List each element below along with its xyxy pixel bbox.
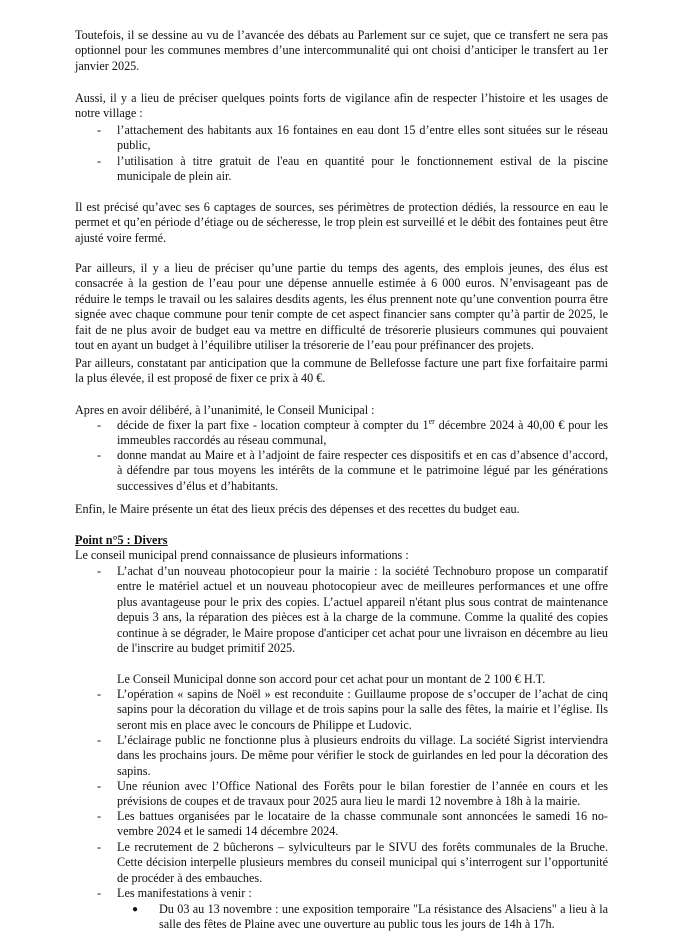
list-item-text: L’éclairage public ne fonctionne plus à plusieurs endroits du village. La société Sigrist interviendra dans les prochains jours. De même pour vérifier le stock de guirlandes en led pour la décoration des sapins. bbox=[117, 733, 608, 778]
paragraph-informations: Le conseil municipal prend connaissance de plusieurs informations : bbox=[75, 548, 409, 562]
paragraph-vigilance-intro: Aussi, il y a lieu de préciser quelques points forts de vigilance afin de respecter l’histoire et les usages de notre village : bbox=[75, 91, 608, 121]
list-item-text: Le recrutement de 2 bûcherons – sylviculteurs par le SIVU des forêts communales de la Bruche. Cette décision interpelle plusieurs membres du conseil municipal qui s’interrogent sur l’opportunité de procéder à des embauches. bbox=[117, 840, 608, 885]
paragraph-etat-des-lieux: Enfin, le Maire présente un état des lieux précis des dépenses et des recettes du budget eau. bbox=[75, 502, 520, 516]
paragraph-deliberation: Apres en avoir délibéré, à l’unanimité, le Conseil Municipal : bbox=[75, 403, 375, 417]
list-item-text: L’achat d’un nouveau photocopieur pour la mairie : la société Technoburo propose un comparatif entre le matériel actuel et un nouveau photocopieur avec de meilleures performances et une offre plus avantageuse pour le prix des copies. L’actuel appareil n'étant plus sous contrat de maintenance depuis 3 ans, la réparation des pièces est à la charge de la commune. Comme la qualité des copies continue à se dégrader, le Maire propose d'anticiper cet achat pour une livraison en décembre au lieu de l'inscrire au budget primitif 2025. bbox=[117, 564, 608, 656]
dash-marker: - bbox=[97, 123, 102, 137]
paragraph-gestion-eau: Par ailleurs, il y a lieu de préciser qu’une partie du temps des agents, des emplois jeunes, des élus est consacrée à la gestion de l’eau pour une dépense annuelle estimée à 6 000 euros. N’envisageant pas de réduire le temps le travail ou les salaires desdits agents, les élus prennent note qu’une convention pourra être signée avec chaque commune pour tenir compte de cet aspect financier sans compter qu’à partir de 2025, le fait de ne plus avoir de budget eau va mettre en difficulté de trésorerie plusieurs communes qui pouvaient tout en ayant un budget à l’équilibre utiliser la trésorerie de l’eau pour préfinancer des projets. bbox=[75, 261, 608, 353]
list-item-text: l’utilisation à titre gratuit de l'eau en quantité pour le fonctionnement estival de la piscine municipale de plein air. bbox=[117, 154, 608, 184]
dash-marker: - bbox=[97, 886, 102, 900]
dash-marker: - bbox=[97, 840, 102, 854]
paragraph-transfert: Toutefois, il se dessine au vu de l’avancée des débats au Parlement sur ce sujet, que ce transfert ne sera pas optionnel pour les communes membres d’une intercommunalité qui ont choisi d’anticiper le transfert au 1er janvier 2025. bbox=[75, 28, 608, 73]
list-item-text: Une réunion avec l’Office National des Forêts pour le bilan forestier de l’année en cours et les prévisions de coupes et de travaux pour 2025 aura lieu le mardi 12 novembre à 18h à la mairie. bbox=[117, 779, 608, 809]
paragraph-part-fixe: Par ailleurs, constatant par anticipation que la commune de Bellefosse facture une part fixe forfaitaire parmi la plus élevée, il est proposé de fixer ce prix à 40 €. bbox=[75, 356, 608, 386]
dash-marker: - bbox=[97, 448, 102, 462]
dash-marker: - bbox=[97, 809, 102, 823]
list-item-text: l’attachement des habitants aux 16 fontaines en eau dont 15 d’entre elles sont situées sur le réseau public, bbox=[117, 123, 608, 153]
paragraph-captages: Il est précisé qu’avec ses 6 captages de sources, ses périmètres de protection dédiés, la ressource en eau le permet et qu’en période d’étiage ou de sécheresse, le trop plein est surveillé et le débit des fontaines peut être ajusté voire fermé. bbox=[75, 200, 608, 245]
dash-marker: - bbox=[97, 733, 102, 747]
list-item-text: Les battues organisées par le locataire de la chasse communale sont annoncées le samedi 16 no- vembre 2024 et le samedi 14 décembre 2024. bbox=[117, 809, 608, 839]
list-item-text: Les manifestations à venir : bbox=[117, 886, 252, 900]
list-item-text: Le Conseil Municipal donne son accord pour cet achat pour un montant de 2 100 € H.T. bbox=[117, 672, 546, 686]
list-item-text: donne mandat au Maire et à l’adjoint de faire respecter ces dispositifs et en cas d’absence d’accord, à défendre par tous moyens les intérêts de la commune et le patrimoine légué par les générations successives d’élus et d’habitants. bbox=[117, 448, 608, 493]
dash-marker: - bbox=[97, 154, 102, 168]
dash-marker: - bbox=[97, 418, 102, 432]
dash-marker: - bbox=[97, 564, 102, 578]
list-item-text: décide de fixer la part fixe - location compteur à compter du 1er décembre 2024 à 40,00 € pour les immeubles raccordés au réseau communal, bbox=[117, 416, 608, 448]
dash-marker: - bbox=[97, 779, 102, 793]
section-heading: Point n°5 : Divers bbox=[75, 533, 168, 547]
dash-marker: - bbox=[97, 687, 102, 701]
list-item-text: L’opération « sapins de Noël » est reconduite : Guillaume propose de s’occuper de l’achat de cinq sapins pour la décoration du village et de trois sapins pour la salle des fêtes, la mairie et l’église. Ils seront mis en place avec le concours de Philippe et Ludovic. bbox=[117, 687, 608, 732]
bullet-icon: ● bbox=[132, 904, 139, 915]
event-text: Du 03 au 13 novembre : une exposition temporaire "La résistance des Alsaciens" a lieu à la salle des fêtes de Plaine avec une ouverture au public tous les jours de 14h à 17h. bbox=[159, 902, 608, 932]
